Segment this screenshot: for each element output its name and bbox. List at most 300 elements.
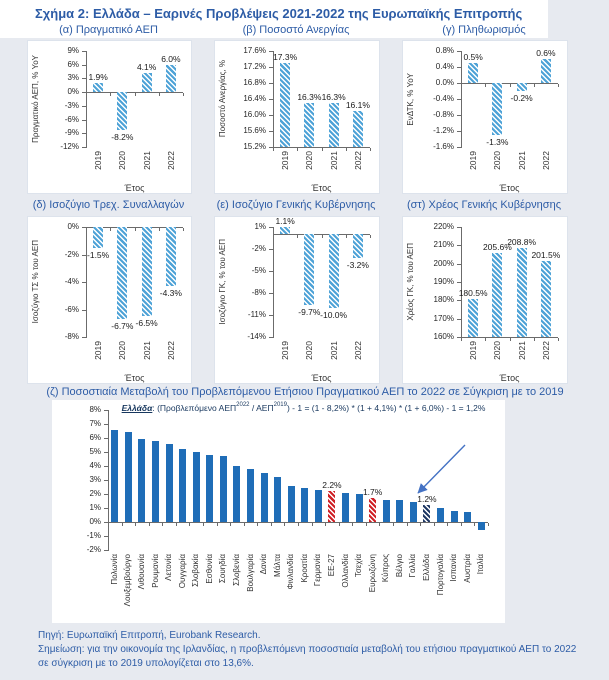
x-tick-mark bbox=[370, 148, 371, 151]
x-category-label: 2020 bbox=[304, 151, 315, 170]
x-axis-title: Έτος bbox=[499, 183, 520, 193]
bar-value-label: 16.1% bbox=[345, 100, 370, 110]
x-tick-mark bbox=[379, 523, 380, 526]
x-tick-mark bbox=[461, 338, 462, 341]
y-tick-label: 6% bbox=[67, 59, 79, 69]
y-tick-label: -0.4% bbox=[433, 94, 454, 103]
bar bbox=[125, 432, 132, 522]
bar bbox=[142, 73, 152, 92]
country-label: Λιθουανία bbox=[136, 554, 146, 590]
y-axis-title bbox=[405, 51, 417, 147]
bar bbox=[93, 83, 103, 92]
y-tick-label: 170% bbox=[433, 313, 454, 323]
y-tick-mark bbox=[457, 147, 461, 148]
bar bbox=[138, 439, 145, 522]
y-tick-label: 6% bbox=[89, 433, 101, 442]
country-label: Κύπρος bbox=[381, 554, 391, 583]
country-label: Τσεχία bbox=[354, 554, 364, 578]
x-category-label: 2022 bbox=[540, 341, 551, 360]
country-label: Φινλανδία bbox=[286, 554, 296, 590]
bar bbox=[492, 83, 502, 135]
y-tick-mark bbox=[269, 249, 273, 250]
bar-value-label: -6.5% bbox=[135, 318, 158, 329]
x-tick-mark bbox=[108, 523, 109, 526]
x-tick-mark bbox=[183, 228, 184, 231]
y-tick-mark bbox=[269, 115, 273, 116]
x-tick-mark bbox=[217, 523, 218, 526]
annotation-part: 2022 bbox=[236, 402, 250, 409]
bar bbox=[451, 511, 458, 522]
chart-b-title: (β) Ποσοστό Ανεργίας bbox=[242, 24, 350, 36]
bar-value-label: 6.0% bbox=[161, 53, 181, 64]
bar bbox=[541, 59, 551, 83]
x-tick-mark bbox=[86, 93, 87, 96]
x-tick-mark bbox=[366, 523, 367, 526]
y-tick-mark bbox=[104, 466, 108, 467]
x-tick-mark bbox=[273, 148, 274, 151]
chart-e-title: (ε) Ισοζύγιο Γενικής Κυβέρνησης bbox=[216, 199, 376, 211]
y-tick-mark bbox=[82, 310, 86, 311]
y-tick-label: -6% bbox=[64, 114, 79, 124]
y-tick-label: 190% bbox=[433, 277, 454, 286]
x-tick-mark bbox=[325, 523, 326, 526]
bar bbox=[541, 261, 551, 337]
x-category-label: 2021 bbox=[141, 341, 152, 360]
bar-value-label: 1.2% bbox=[417, 494, 437, 505]
y-tick-label: 0% bbox=[67, 87, 79, 97]
y-tick-mark bbox=[269, 227, 273, 228]
bar bbox=[152, 441, 159, 522]
y-tick-label: -6% bbox=[64, 304, 79, 314]
y-axis-line bbox=[461, 51, 462, 148]
bar bbox=[468, 299, 478, 337]
y-tick-label: 15.2% bbox=[243, 142, 266, 151]
x-tick-mark bbox=[298, 523, 299, 526]
x-category-label: 2022 bbox=[352, 151, 363, 170]
x-category-label: 2020 bbox=[117, 341, 128, 360]
y-tick-label: 3% bbox=[67, 73, 79, 83]
chart-a-panel bbox=[27, 40, 192, 194]
x-tick-mark bbox=[135, 228, 136, 231]
bar bbox=[383, 500, 390, 522]
y-tick-mark bbox=[104, 550, 108, 551]
x-tick-mark bbox=[110, 93, 111, 96]
y-tick-mark bbox=[269, 131, 273, 132]
country-label: Ρουμανία bbox=[150, 554, 160, 588]
x-tick-mark bbox=[297, 235, 298, 238]
y-axis-title bbox=[217, 51, 229, 147]
chart-f-panel bbox=[402, 216, 568, 384]
y-tick-label: -0.8% bbox=[433, 110, 454, 119]
bar bbox=[220, 456, 227, 522]
bar-value-label: 17.3% bbox=[273, 52, 298, 62]
chart-a-title: (α) Πραγματικό ΑΕΠ bbox=[59, 24, 158, 36]
y-tick-mark bbox=[104, 494, 108, 495]
chart-d-panel bbox=[27, 216, 192, 384]
x-tick-mark bbox=[312, 523, 313, 526]
bar-value-label: 0.5% bbox=[463, 52, 483, 62]
y-axis-line bbox=[273, 51, 274, 148]
bar bbox=[464, 512, 471, 522]
y-axis-title bbox=[217, 227, 229, 337]
x-tick-mark bbox=[284, 523, 285, 526]
y-tick-label: 180% bbox=[433, 295, 454, 305]
country-label: Πολωνία bbox=[109, 554, 119, 585]
y-tick-mark bbox=[269, 83, 273, 84]
y-tick-mark bbox=[457, 67, 461, 68]
bar bbox=[423, 505, 430, 522]
bar bbox=[288, 486, 295, 522]
x-tick-mark bbox=[273, 235, 274, 238]
x-tick-mark bbox=[510, 338, 511, 341]
bar-value-label: -1.3% bbox=[486, 137, 509, 147]
y-tick-mark bbox=[269, 271, 273, 272]
y-tick-mark bbox=[457, 282, 461, 283]
x-tick-mark bbox=[352, 523, 353, 526]
country-label: Γαλλία bbox=[408, 554, 418, 578]
country-label: Ουγγαρία bbox=[177, 554, 187, 589]
country-label: Πορτογαλία bbox=[435, 554, 445, 596]
y-tick-label: -11% bbox=[247, 310, 266, 319]
x-tick-mark bbox=[534, 84, 535, 87]
chart-c-title: (γ) Πληθωρισμός bbox=[442, 24, 526, 36]
x-category-label: 2019 bbox=[468, 341, 479, 360]
y-axis-title-text: Ισοζύγιο ΓΚ, % του ΑΕΠ bbox=[218, 239, 227, 325]
y-axis-title-text: Ισοζύγιο ΤΣ % του ΑΕΠ bbox=[31, 240, 40, 324]
country-label: Ευρωζώνη bbox=[367, 554, 377, 593]
bar bbox=[304, 103, 314, 147]
y-tick-label: -2% bbox=[251, 244, 266, 253]
y-tick-mark bbox=[457, 227, 461, 228]
x-category-label: 2022 bbox=[165, 151, 176, 170]
y-tick-label: -8% bbox=[251, 288, 266, 297]
x-tick-mark bbox=[183, 93, 184, 96]
x-tick-mark bbox=[420, 523, 421, 526]
y-tick-label: -1.6% bbox=[433, 142, 454, 151]
y-tick-mark bbox=[269, 315, 273, 316]
bar bbox=[328, 491, 335, 522]
y-tick-mark bbox=[104, 410, 108, 411]
x-tick-mark bbox=[122, 523, 123, 526]
x-tick-mark bbox=[230, 523, 231, 526]
x-category-label: 2019 bbox=[93, 151, 104, 170]
x-category-label: 2021 bbox=[328, 341, 339, 360]
x-tick-mark bbox=[271, 523, 272, 526]
bar bbox=[166, 227, 176, 286]
bar-value-label: 16.3% bbox=[297, 92, 322, 102]
x-tick-mark bbox=[407, 523, 408, 526]
x-category-label: 2020 bbox=[304, 341, 315, 360]
x-tick-mark bbox=[510, 84, 511, 87]
bar bbox=[517, 248, 527, 337]
bar bbox=[179, 449, 186, 522]
bar bbox=[353, 111, 363, 147]
y-axis-title-text: Πραγματικό ΑΕΠ, % YoY bbox=[31, 55, 40, 143]
y-tick-mark bbox=[82, 133, 86, 134]
bar bbox=[274, 477, 281, 522]
x-tick-mark bbox=[474, 523, 475, 526]
x-axis-title: Έτος bbox=[124, 373, 145, 383]
annotation-part: : (Προβλεπόμενο ΑΕΠ bbox=[152, 403, 237, 413]
bar bbox=[517, 83, 527, 91]
x-tick-mark bbox=[485, 338, 486, 341]
bar bbox=[437, 508, 444, 522]
x-category-label: 2021 bbox=[141, 151, 152, 170]
x-axis-title: Έτος bbox=[311, 183, 332, 193]
bar bbox=[280, 63, 290, 147]
x-category-label: 2022 bbox=[540, 151, 551, 170]
y-tick-label: 16.4% bbox=[243, 94, 266, 103]
y-tick-label: 8% bbox=[89, 405, 101, 414]
bar bbox=[206, 455, 213, 522]
country-label: Σλοβακία bbox=[191, 554, 201, 587]
bar bbox=[117, 92, 127, 129]
y-tick-label: 160% bbox=[433, 332, 454, 341]
y-tick-label: 16.0% bbox=[243, 110, 266, 119]
y-tick-label: 5% bbox=[89, 447, 101, 456]
x-tick-mark bbox=[322, 148, 323, 151]
y-tick-mark bbox=[82, 147, 86, 148]
annotation-part: ) - 1 = (1 - 8,2%) * (1 + 4,1%) * (1 + 6,0%) - 1 = 1,2% bbox=[286, 403, 486, 413]
bar bbox=[356, 494, 363, 522]
chart-e-panel bbox=[214, 216, 380, 384]
y-tick-label: -1.2% bbox=[433, 126, 454, 135]
y-tick-label: 16.8% bbox=[243, 78, 266, 87]
country-label: Ιταλία bbox=[476, 554, 486, 575]
y-tick-mark bbox=[104, 452, 108, 453]
y-tick-label: 0.4% bbox=[435, 62, 454, 71]
y-axis-title bbox=[30, 227, 42, 337]
x-tick-mark bbox=[461, 84, 462, 87]
bar bbox=[468, 63, 478, 83]
y-tick-label: 0.0% bbox=[435, 78, 454, 87]
bar-value-label: -1.5% bbox=[87, 249, 110, 260]
bar-value-label: -8.2% bbox=[111, 131, 134, 142]
bar bbox=[304, 234, 314, 305]
bar bbox=[93, 227, 103, 248]
chart-c-panel bbox=[402, 40, 568, 194]
country-label: Γερμανία bbox=[313, 554, 323, 587]
bar-value-label: 2.2% bbox=[322, 480, 342, 491]
x-category-label: 2019 bbox=[280, 341, 291, 360]
y-tick-label: -4% bbox=[64, 277, 79, 286]
x-category-label: 2021 bbox=[328, 151, 339, 170]
y-tick-mark bbox=[104, 424, 108, 425]
bar bbox=[315, 490, 322, 522]
y-tick-label: 7% bbox=[89, 419, 101, 428]
y-tick-mark bbox=[457, 115, 461, 116]
y-tick-mark bbox=[457, 99, 461, 100]
y-tick-label: 17.2% bbox=[243, 62, 266, 71]
y-tick-label: 3% bbox=[89, 475, 101, 484]
x-tick-mark bbox=[162, 523, 163, 526]
x-category-label: 2019 bbox=[93, 341, 104, 360]
x-tick-mark bbox=[135, 93, 136, 96]
y-tick-label: 17.6% bbox=[243, 46, 266, 55]
bar bbox=[329, 234, 339, 307]
x-tick-mark bbox=[339, 523, 340, 526]
country-label: Ολλανδία bbox=[340, 554, 350, 588]
figure-title: Σχήμα 2: Ελλάδα – Εαρινές Προβλέψεις 2021-2022 της Ευρωπαϊκής Επιτροπής bbox=[35, 6, 523, 21]
x-tick-mark bbox=[189, 523, 190, 526]
y-tick-label: -1% bbox=[86, 531, 101, 540]
bar-value-label: -9.7% bbox=[298, 307, 321, 318]
y-tick-label: 1% bbox=[254, 222, 266, 231]
y-tick-label: 200% bbox=[433, 258, 454, 268]
bar bbox=[492, 253, 502, 337]
x-tick-mark bbox=[86, 228, 87, 231]
y-tick-mark bbox=[104, 536, 108, 537]
y-tick-mark bbox=[82, 120, 86, 121]
y-tick-mark bbox=[82, 65, 86, 66]
bar bbox=[369, 498, 376, 522]
y-tick-label: 0% bbox=[67, 222, 79, 231]
bar bbox=[166, 444, 173, 522]
y-tick-mark bbox=[457, 131, 461, 132]
y-tick-mark bbox=[269, 337, 273, 338]
bar bbox=[353, 234, 363, 257]
bar-value-label: -10.0% bbox=[320, 309, 348, 320]
bar-value-label: 4.1% bbox=[136, 62, 157, 73]
method-note: Σημείωση: για την οικονομία της Ιρλανδίας, η προβλεπόμενη ποσοστιαία μεταβολή του ετήσιου πραγματικού ΑΕΠ το 2022 σε σύγκριση με το 2019 υπολογίζεται στο 13,6%. bbox=[38, 644, 577, 669]
country-label: Λετονία bbox=[164, 554, 174, 581]
bar-value-label: 201.5% bbox=[531, 249, 561, 260]
y-tick-mark bbox=[82, 282, 86, 283]
y-axis-title-text: ΕνΔΤΚ, % YoY bbox=[406, 72, 415, 126]
bar-value-label: 1.1% bbox=[275, 216, 295, 226]
x-tick-mark bbox=[149, 523, 150, 526]
y-tick-mark bbox=[457, 245, 461, 246]
y-tick-label: 0.8% bbox=[435, 46, 454, 55]
y-tick-label: -2% bbox=[86, 545, 101, 554]
bar-value-label: 205.6% bbox=[482, 242, 512, 253]
bar bbox=[280, 227, 290, 234]
x-tick-mark bbox=[461, 523, 462, 526]
bar bbox=[478, 522, 485, 530]
x-tick-mark bbox=[203, 523, 204, 526]
y-tick-label: -9% bbox=[64, 128, 79, 138]
y-tick-mark bbox=[457, 319, 461, 320]
y-tick-label: -8% bbox=[64, 332, 79, 341]
x-tick-mark bbox=[370, 235, 371, 238]
x-tick-mark bbox=[159, 93, 160, 96]
y-tick-mark bbox=[269, 99, 273, 100]
x-category-label: 2019 bbox=[468, 151, 479, 170]
bar-value-label: 16.3% bbox=[321, 92, 346, 102]
x-category-label: 2020 bbox=[492, 151, 503, 170]
x-category-label: 2022 bbox=[352, 341, 363, 360]
bar-value-label: 1.9% bbox=[88, 72, 108, 83]
x-axis-title: Έτος bbox=[124, 183, 145, 193]
chart-d-title: (δ) Ισοζύγιο Τρεχ. Συναλλαγών bbox=[32, 199, 185, 211]
x-category-label: 2021 bbox=[516, 341, 527, 360]
country-label: Αυστρία bbox=[462, 554, 472, 583]
y-axis-line bbox=[461, 227, 462, 338]
x-tick-mark bbox=[434, 523, 435, 526]
x-tick-mark bbox=[322, 235, 323, 238]
bar bbox=[166, 65, 176, 92]
x-tick-mark bbox=[135, 523, 136, 526]
country-label: Κροατία bbox=[299, 554, 309, 583]
y-tick-mark bbox=[82, 337, 86, 338]
x-tick-mark bbox=[110, 228, 111, 231]
y-tick-mark bbox=[82, 51, 86, 52]
y-tick-label: -3% bbox=[64, 100, 79, 110]
x-tick-mark bbox=[485, 84, 486, 87]
chart-z-title: (ζ) Ποσοστιαία Μεταβολή του Προβλεπόμενου Ετήσιου Πραγματικού ΑΕΠ το 2022 σε Σύγκριση με το 2019 bbox=[46, 386, 564, 398]
y-axis-title-text: Ποσοστό Ανεργίας, % bbox=[218, 60, 227, 138]
y-tick-label: 9% bbox=[67, 46, 79, 55]
x-tick-mark bbox=[447, 523, 448, 526]
bar-value-label: 180.5% bbox=[458, 288, 488, 299]
country-label: Λουξεμβούργο bbox=[123, 554, 133, 607]
annotation-part: Ελλάδα bbox=[121, 403, 153, 413]
bar bbox=[111, 430, 118, 522]
y-axis-title-text: Χρέος ΓΚ, % του ΑΕΠ bbox=[406, 243, 415, 321]
bar bbox=[261, 473, 268, 522]
x-tick-mark bbox=[297, 148, 298, 151]
bar-value-label: -3.2% bbox=[346, 259, 369, 270]
figure-footer bbox=[38, 629, 578, 671]
y-tick-label: -2% bbox=[64, 249, 79, 259]
bar bbox=[233, 466, 240, 522]
x-tick-mark bbox=[159, 228, 160, 231]
y-axis-line bbox=[86, 51, 87, 148]
y-tick-label: 0% bbox=[89, 517, 101, 526]
y-tick-mark bbox=[457, 300, 461, 301]
x-tick-mark bbox=[558, 338, 559, 341]
y-tick-mark bbox=[82, 106, 86, 107]
source-note: Πηγή: Ευρωπαϊκή Επιτροπή, Eurobank Research. bbox=[38, 630, 261, 641]
country-label: Δανία bbox=[259, 554, 269, 575]
y-tick-mark bbox=[457, 264, 461, 265]
bar bbox=[142, 227, 152, 316]
y-tick-label: 2% bbox=[89, 489, 101, 498]
y-axis-line bbox=[273, 227, 274, 338]
y-tick-mark bbox=[269, 67, 273, 68]
bar-value-label: 1.7% bbox=[362, 487, 383, 498]
bar-value-label: -6.7% bbox=[111, 321, 134, 332]
country-label: Σλοβενία bbox=[231, 554, 241, 586]
bar bbox=[301, 488, 308, 522]
y-tick-label: 15.6% bbox=[243, 126, 266, 135]
y-axis-title bbox=[30, 51, 42, 147]
chart-f-title: (στ) Χρέος Γενικής Κυβέρνησης bbox=[406, 199, 562, 211]
country-label: Μάλτα bbox=[272, 554, 282, 577]
country-label: Βουλγαρία bbox=[245, 554, 255, 592]
y-axis-title bbox=[405, 227, 417, 337]
country-label: ΕΕ-27 bbox=[326, 554, 336, 577]
annotation-part: 2019 bbox=[273, 402, 287, 409]
x-axis-title: Έτος bbox=[499, 373, 520, 383]
y-tick-mark bbox=[104, 438, 108, 439]
bar-value-label: -0.2% bbox=[510, 93, 533, 103]
x-category-label: 2021 bbox=[516, 151, 527, 170]
chart-z-panel bbox=[52, 400, 505, 623]
y-tick-label: 4% bbox=[89, 461, 101, 470]
bar bbox=[193, 452, 200, 522]
x-category-label: 2020 bbox=[492, 341, 503, 360]
greece-annotation bbox=[102, 403, 505, 413]
x-axis-title: Έτος bbox=[311, 373, 332, 383]
bar bbox=[117, 227, 127, 319]
country-label: Σουηδία bbox=[218, 554, 228, 584]
x-category-label: 2022 bbox=[165, 341, 176, 360]
bar bbox=[247, 469, 254, 522]
x-tick-mark bbox=[534, 338, 535, 341]
chart-b-panel bbox=[214, 40, 380, 194]
y-tick-label: -14% bbox=[247, 332, 266, 341]
